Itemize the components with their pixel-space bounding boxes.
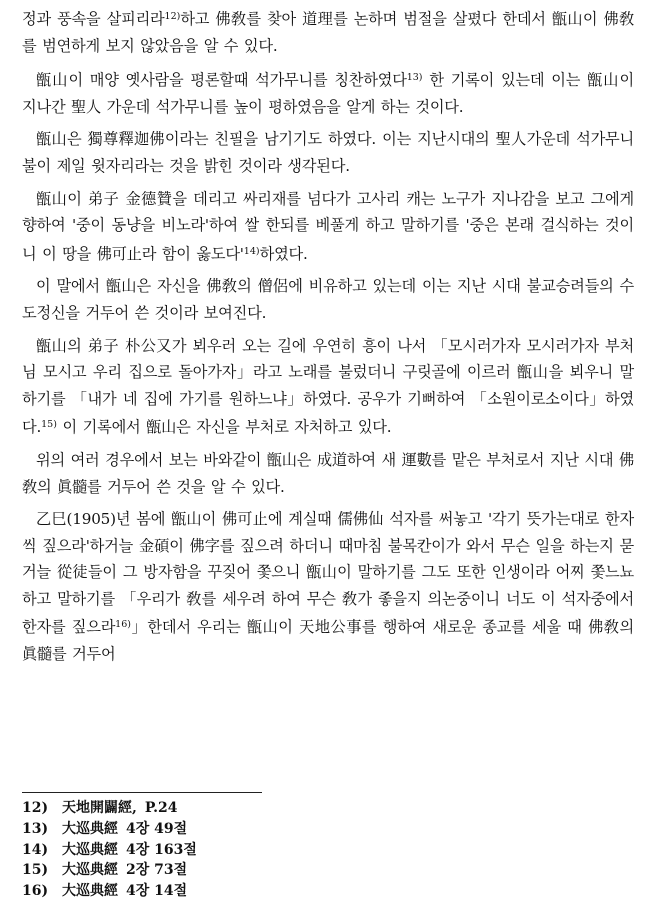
footnote-ref[interactable]: 14) xyxy=(243,245,260,257)
footnote-source: 天地開闢經, xyxy=(62,800,137,816)
paragraph xyxy=(22,506,634,668)
paragraph-text: 甑山이 매양 옛사람을 평론할때 석가무니를 칭찬하였다 xyxy=(36,71,407,90)
paragraph xyxy=(22,65,634,120)
paragraph-text: 甑山의 弟子 朴公又가 뵈우러 오는 길에 우연히 흥이 나서 「모시러가자 모시러가자 부처님 모시고 우리 집으로 돌아가자」라고 노래를 불렀더니 구릿골에 이르러 甑山을 뵈우니 말하기를 「내가 네 집에 가기를 원하느냐」하였다. 공우가 기뻐하여 「소원이로소이다」하였다. xyxy=(22,336,634,437)
footnote-location: P.24 xyxy=(144,800,178,816)
footnotes-list xyxy=(22,798,622,902)
paragraph xyxy=(22,447,634,500)
footnote-source: 大巡典經 xyxy=(62,862,118,879)
paragraph-text: 정과 풍속을 살피리라 xyxy=(22,10,165,28)
footnote-ref[interactable]: 16) xyxy=(115,619,131,631)
footnote-location: 4장 163절 xyxy=(126,841,197,858)
footnote xyxy=(22,860,622,881)
paragraph-text-continued: 한 기록이 있는데 이는 甑山이 지나간 聖人 가운데 석가무니를 높이 평하였음을 알게 하는 것이다. xyxy=(22,71,634,116)
footnote-ref[interactable]: 12) xyxy=(164,11,181,22)
footnote-number: 15) xyxy=(22,862,49,879)
paragraph-text: 乙巳(1905)년 봄에 甑山이 佛可止에 계실때 儒佛仙 석자를 써놓고 '각기 뜻가는대로 한자씩 짚으라'하거늘 金碩이 佛字를 짚으려 하더니 때마침 불목칸이가 와서 무슨 일을 하는지 묻거늘 從徒들이 그 방자함을 꾸짖어 쫓으니 甑山이 말하기를 그도 또한 인생이라 어찌 쫓느뇨 하고 말하기를 「우리가 敎를 세우려 하여 무슨 敎가 좋을지 의논중이니 너도 이 석자중에서 한자를 짚으라 xyxy=(22,510,634,637)
footnote-location: 4장 49절 xyxy=(126,820,188,837)
footnote xyxy=(22,840,622,861)
footnote xyxy=(22,798,622,819)
paragraph-text-continued: 이 기록에서 甑山은 자신을 부처로 자처하고 있다. xyxy=(56,418,392,437)
footnote-source: 大巡典經 xyxy=(62,820,118,837)
paragraph-text: 이 말에서 甑山은 자신을 佛敎의 僧侶에 비유하고 있는데 이는 지난 시대 불교승려들의 수도정신을 거두어 쓴 것이라 보여진다. xyxy=(22,277,634,322)
paragraph-text-continued: 하였다. xyxy=(259,244,308,263)
paragraph-text: 위의 여러 경우에서 보는 바와같이 甑山은 成道하여 새 運數를 맡은 부처로서 지난 시대 佛敎의 眞髓를 거두어 쓴 것을 알 수 있다. xyxy=(22,450,634,496)
footnote-ref[interactable]: 15) xyxy=(41,419,57,431)
paragraph xyxy=(22,333,634,441)
paragraph xyxy=(22,273,634,326)
footnote-divider xyxy=(22,792,262,793)
footnote-location: 2장 73절 xyxy=(126,862,188,879)
footnote xyxy=(22,881,622,902)
footnote-number: 14) xyxy=(22,841,49,858)
footnote xyxy=(22,819,622,840)
paragraph xyxy=(22,126,634,179)
footnote-location: 4장 14절 xyxy=(126,883,188,900)
paragraph-text: 甑山은 獨尊釋迦佛이라는 친필을 남기기도 하였다. 이는 지난시대의 聖人가운데 석가무니불이 제일 윗자리라는 것을 밝힌 것이라 생각된다. xyxy=(22,130,634,175)
paragraph-text-continued: 」한데서 우리는 甑山이 天地公事를 행하여 새로운 종교를 세울 때 佛敎의 眞髓를 거두어 xyxy=(22,618,634,664)
paragraph xyxy=(22,4,634,59)
paragraph-text-continued: 하고 佛敎를 찾아 道理를 논하며 범절을 살폈다 한데서 甑山이 佛敎를 범연하게 보지 않았음을 알 수 있다. xyxy=(22,10,634,55)
footnote-source: 大巡典經 xyxy=(62,883,118,900)
footnote-ref[interactable]: 13) xyxy=(406,72,423,84)
footnote-number: 16) xyxy=(22,883,49,900)
paragraph xyxy=(22,186,634,268)
body-text xyxy=(22,4,634,668)
footnote-number: 12) xyxy=(22,800,49,816)
paragraph-text: 甑山이 弟子 金德贊을 데리고 싸리재를 넘다가 고사리 캐는 노구가 지나감을 보고 그에게 향하여 '중이 동냥을 비노라'하여 쌀 한되를 베풀게 하고 말하기를 '중은 본래 걸식하는 것이니 이 땅을 佛可止라 함이 옳도다' xyxy=(22,189,634,263)
footnote-source: 大巡典經 xyxy=(62,841,118,858)
footnote-number: 13) xyxy=(22,820,49,837)
